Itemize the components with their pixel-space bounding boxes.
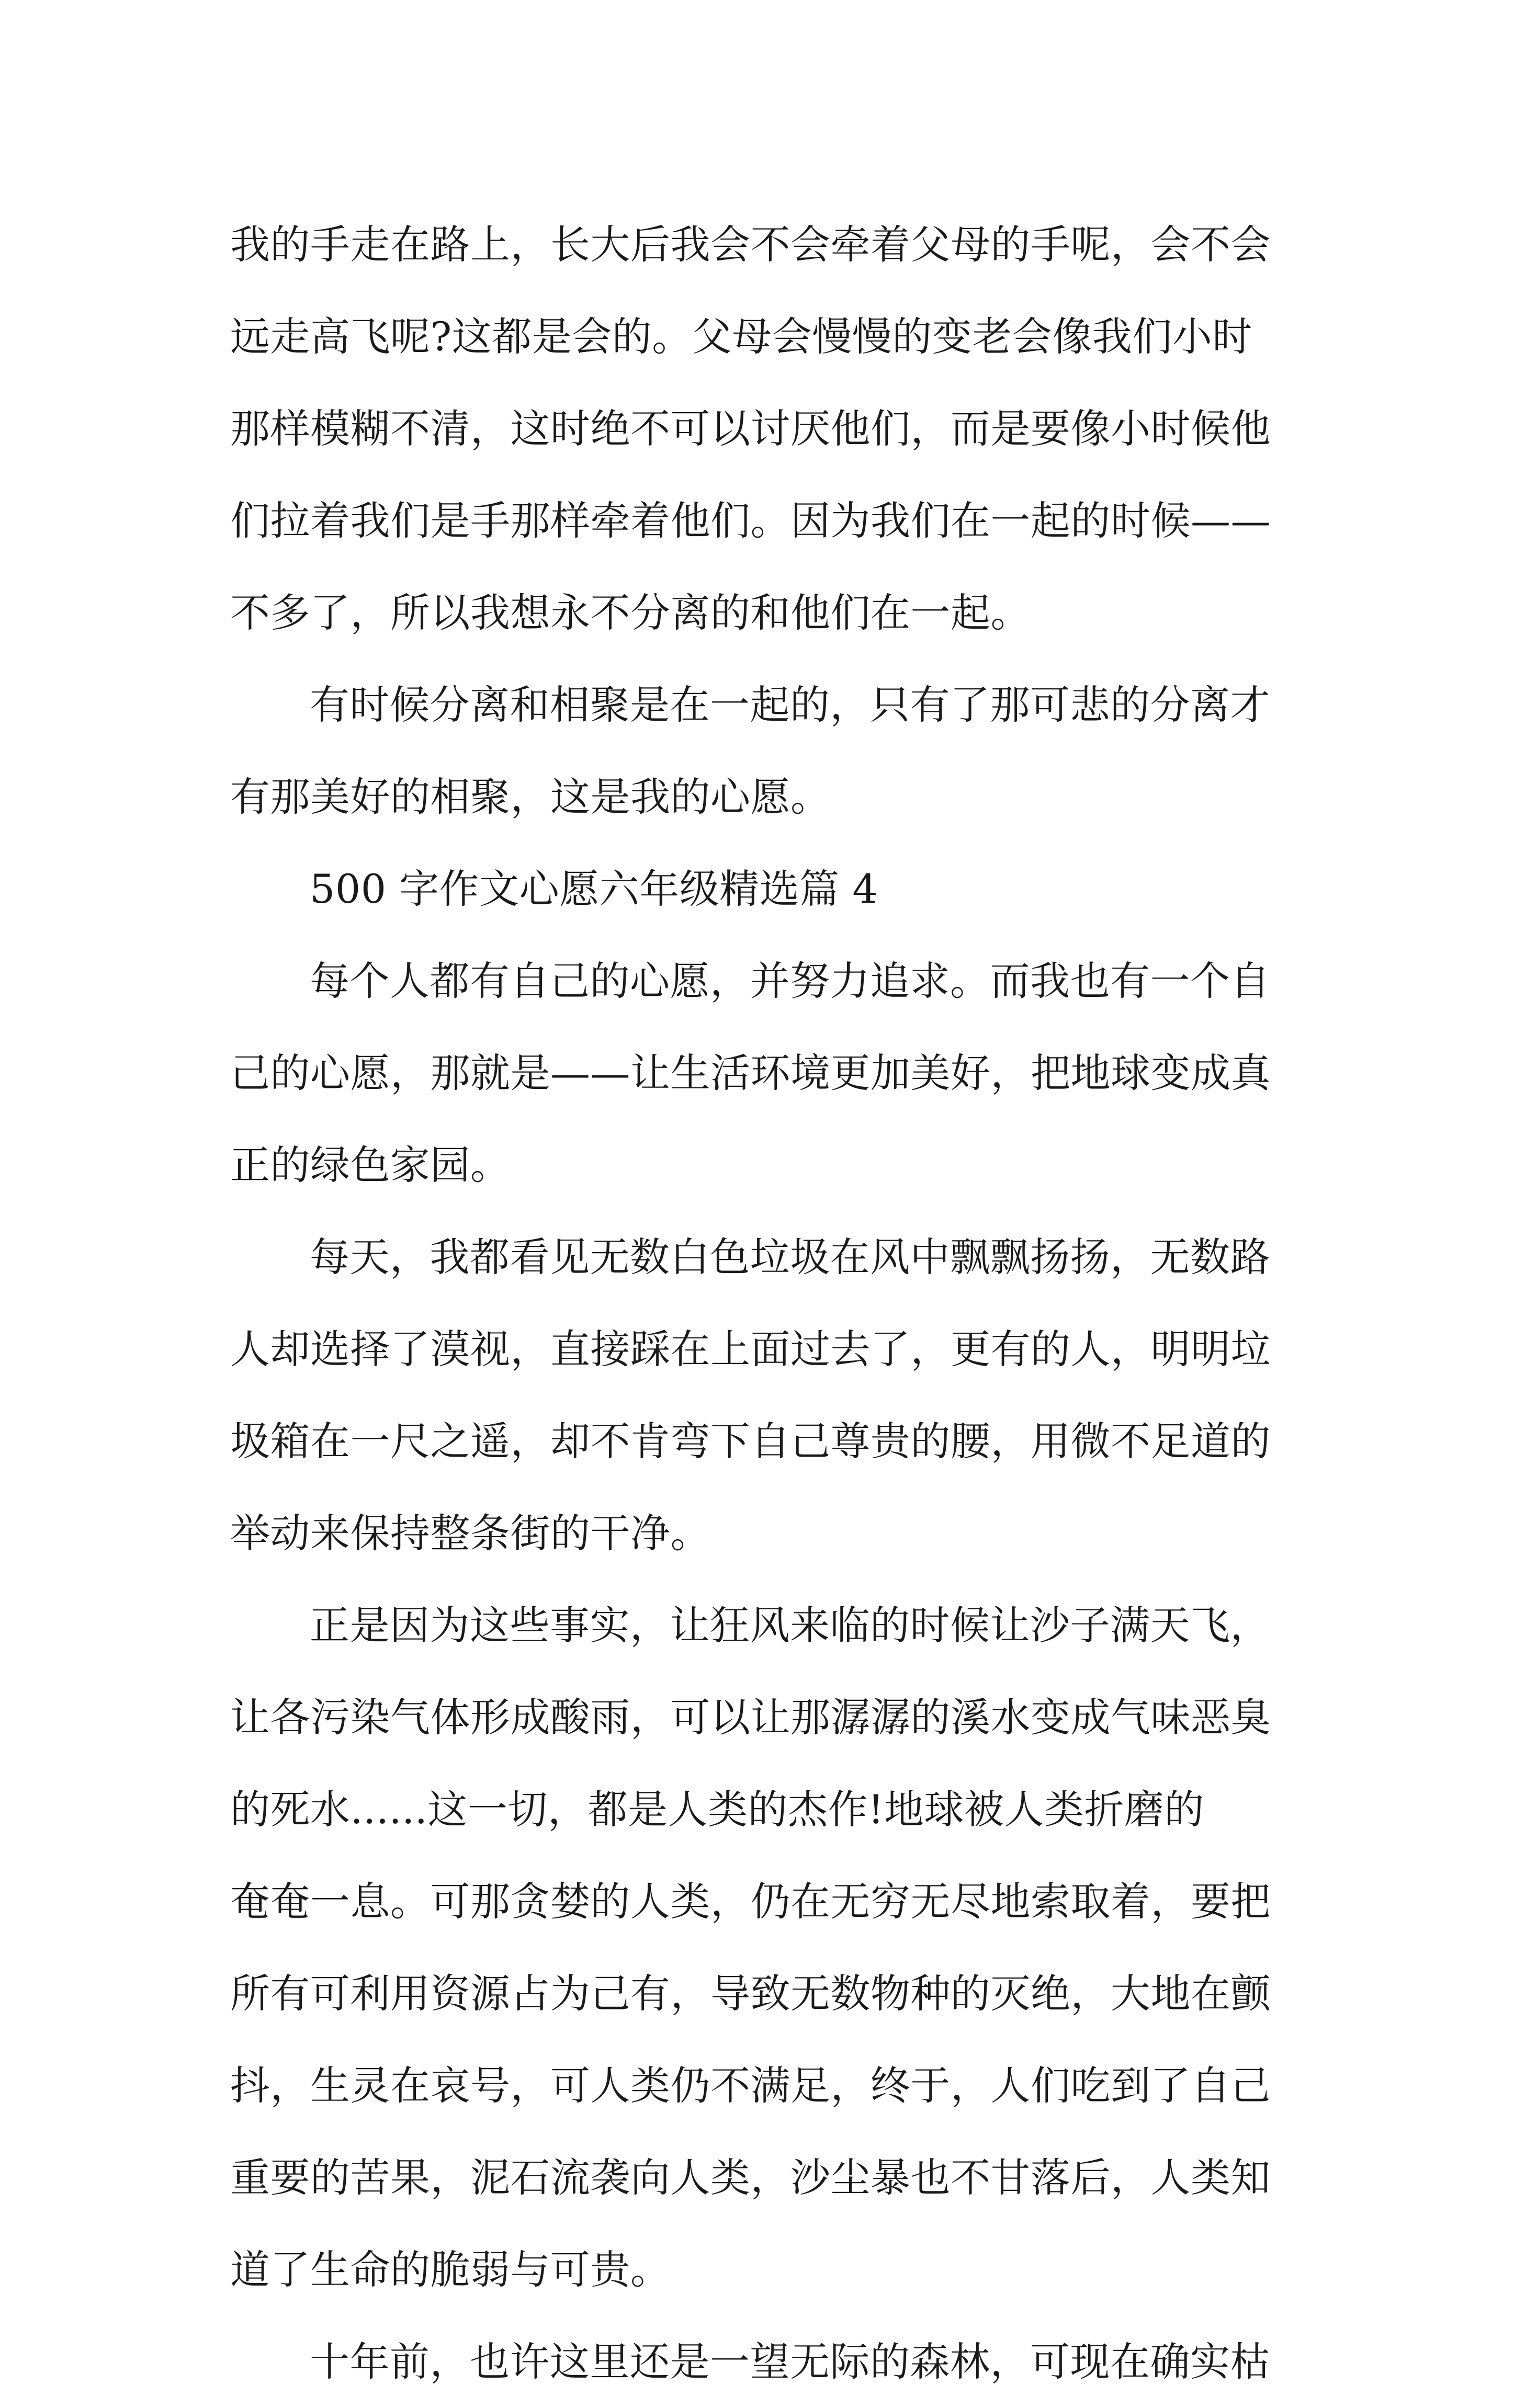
text-line: 500 字作文心愿六年级精选篇 4 — [310, 866, 878, 912]
text-line: 我的手走在路上，长大后我会不会牵着父母的手呢，会不会 — [230, 221, 1271, 268]
text-line: 正的绿色家园。 — [230, 1142, 511, 1188]
text-line: 有时候分离和相聚是在一起的，只有了那可悲的分离才 — [310, 681, 1270, 728]
text-line: 正是因为这些事实，让狂风来临的时候让沙子满天飞， — [310, 1602, 1270, 1649]
text-line: 每天，我都看见无数白色垃圾在风中飘飘扬扬，无数路 — [310, 1234, 1270, 1280]
text-line: 举动来保持整条街的干净。 — [230, 1510, 710, 1557]
text-line: 重要的苦果，泥石流袭向人类，沙尘暴也不甘落后，人类知 — [230, 2154, 1271, 2201]
text-line: 道了生命的脆弱与可贵。 — [230, 2246, 671, 2293]
text-line: 人却选择了漠视，直接踩在上面过去了，更有的人，明明垃 — [230, 1326, 1271, 1372]
text-line: 的死水......这一切，都是人类的杰作!地球被人类折磨的 — [230, 1786, 1204, 1833]
text-line: 远走高飞呢?这都是会的。父母会慢慢的变老会像我们小时 — [230, 313, 1252, 360]
text-line: 有那美好的相聚，这是我的心愿。 — [230, 774, 831, 820]
text-line: 那样模糊不清，这时绝不可以讨厌他们，而是要像小时候他 — [230, 405, 1271, 452]
text-line: 让各污染气体形成酸雨，可以让那潺潺的溪水变成气味恶臭 — [230, 1694, 1271, 1741]
text-line: 们拉着我们是手那样牵着他们。因为我们在一起的时候—— — [230, 497, 1271, 544]
text-line: 圾箱在一尺之遥，却不肯弯下自己尊贵的腰，用微不足道的 — [230, 1418, 1271, 1464]
text-line: 十年前，也许这里还是一望无际的森林，可现在确实枯 — [310, 2338, 1270, 2385]
document-body — [230, 199, 1292, 2408]
text-line: 奄奄一息。可那贪婪的人类，仍在无穷无尽地索取着，要把 — [230, 1878, 1271, 1925]
text-line: 己的心愿，那就是——让生活环境更加美好，把地球变成真 — [230, 1050, 1271, 1096]
text-line: 每个人都有自己的心愿，并努力追求。而我也有一个自 — [310, 958, 1270, 1004]
text-line: 抖，生灵在哀号，可人类仍不满足，终于，人们吃到了自己 — [230, 2062, 1271, 2109]
text-line: 所有可利用资源占为己有，导致无数物种的灭绝，大地在颤 — [230, 1970, 1271, 2017]
text-line: 不多了，所以我想永不分离的和他们在一起。 — [230, 589, 1031, 636]
